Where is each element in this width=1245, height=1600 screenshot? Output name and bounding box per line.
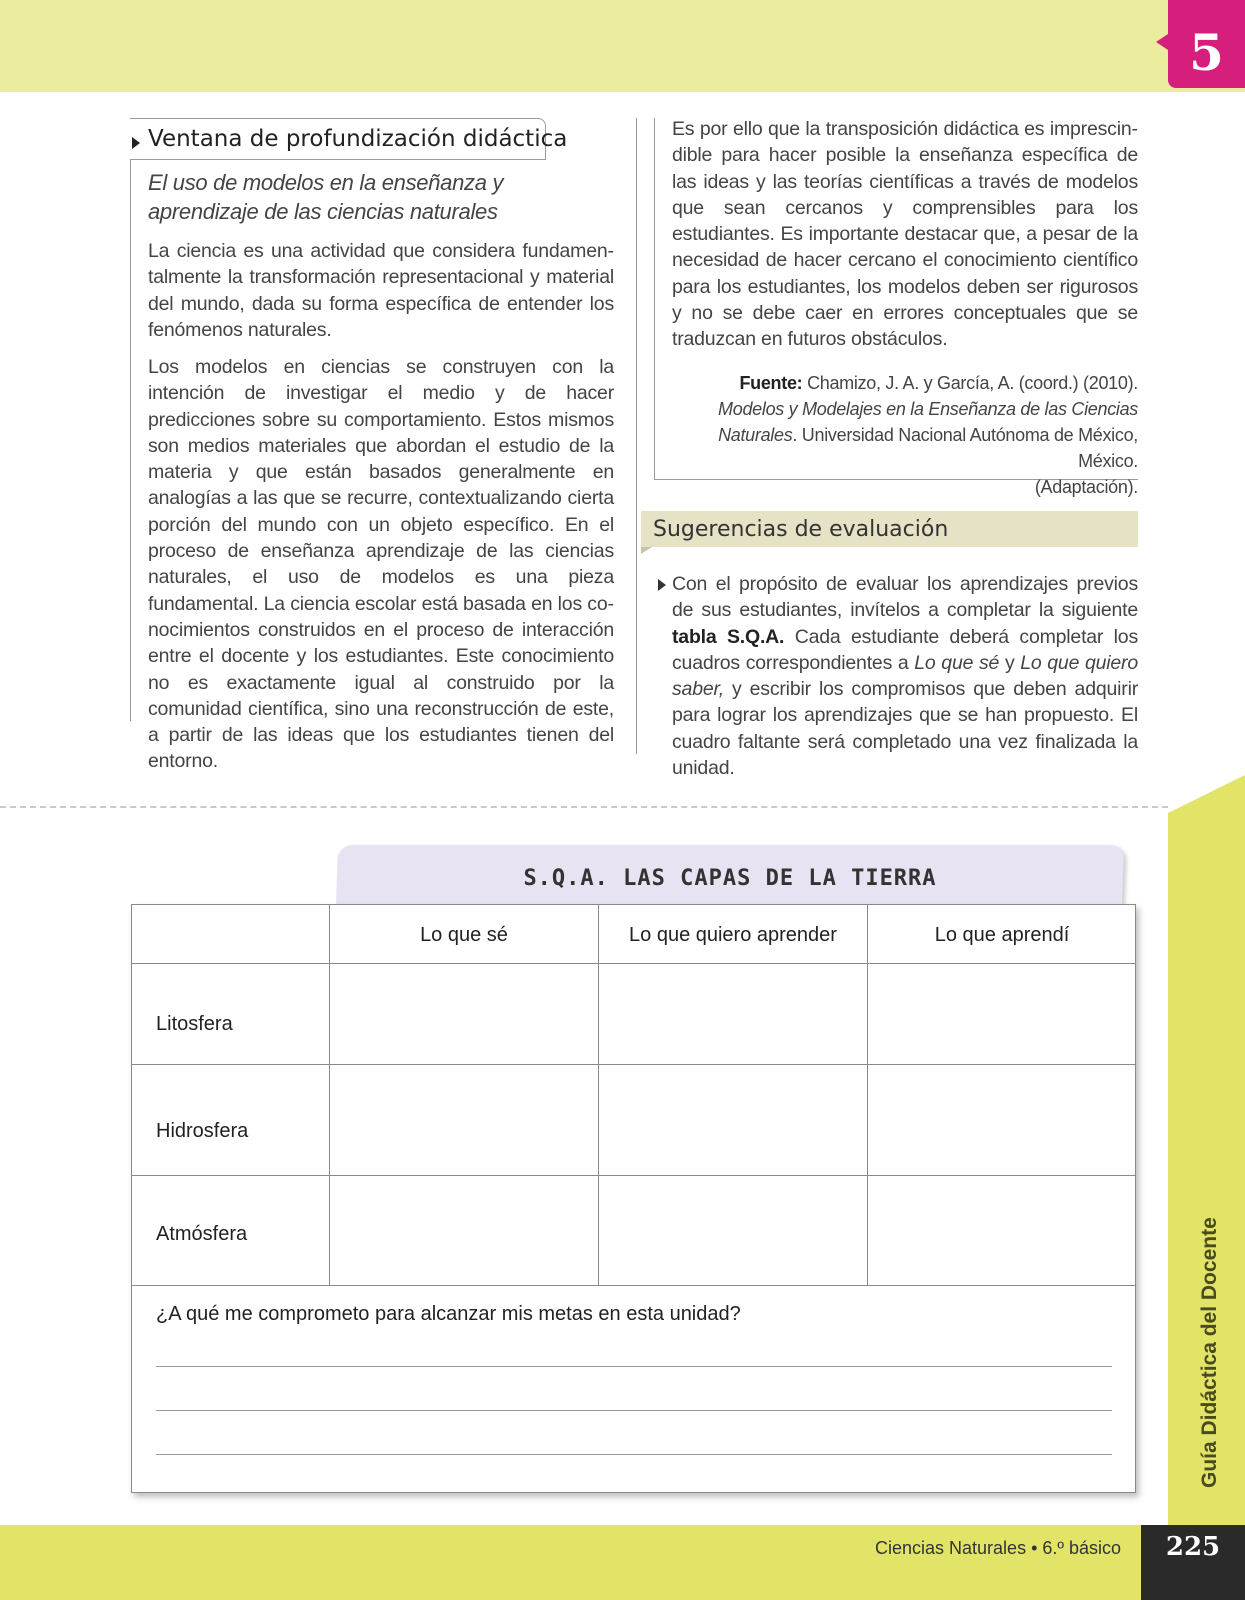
suggestion-text: Con el propósito de evaluar los aprendizajes previos de sus estudiantes, invítelos a completar la siguiente tabla S.Q.A. Cada estudiante deberá completar los cuadros correspondientes a Lo que sé y Lo que quiero saber, y escribir los compromisos que deben adquirir para lograr los aprendizajes que se han propuesto. El cuadro faltante será completado una vez finalizada la unidad. bbox=[672, 573, 1138, 780]
table-divider bbox=[132, 1285, 1135, 1286]
triangle-bullet-icon bbox=[658, 579, 666, 591]
table-title: S.Q.A. LAS CAPAS DE LA TIERRA bbox=[523, 866, 937, 891]
box-title: Ventana de profundización didáctica bbox=[148, 126, 568, 152]
writing-line bbox=[156, 1454, 1112, 1455]
table-divider bbox=[132, 1064, 1135, 1065]
suggestions-header-notch bbox=[641, 547, 652, 554]
source-label: Fuente: bbox=[739, 373, 803, 393]
source-frame-rule bbox=[654, 118, 655, 480]
writing-line bbox=[156, 1366, 1112, 1367]
table-divider bbox=[132, 1175, 1135, 1176]
paragraph: La ciencia es una actividad que considera fundamentalmente la transformación representacional y material del mundo, dada su forma específica de entender los fenómenos naturales. bbox=[148, 240, 614, 341]
unit-number-tab: 5 bbox=[1168, 0, 1245, 88]
suggestions-title: Sugerencias de evaluación bbox=[653, 517, 949, 542]
row-label: Hidrosfera bbox=[156, 1120, 249, 1142]
source-note: (Adaptación). bbox=[1034, 477, 1138, 497]
page-number: 225 bbox=[1141, 1525, 1245, 1600]
source-publisher: . Universidad Nacional Autónoma de México, México. bbox=[792, 425, 1138, 471]
dashed-separator bbox=[0, 806, 1168, 808]
paragraph: Es por ello que la transposición didáctica es imprescindible para hacer posible la enseñanza específica de las ideas y las teorías científicas a través de modelos que sean cercanos y comprensibles para los estudiantes. Es importante destacar que, a pesar de la necesidad de hacer cercano el conocimiento científico para los estudiantes, los modelos deben ser rigurosos y no se debe caer en errores conceptuales que se traduzcan en futuros obstáculos. bbox=[672, 118, 1138, 351]
row-label: Atmósfera bbox=[156, 1223, 248, 1245]
footer-subject: Ciencias Naturales • 6.º básico bbox=[875, 1538, 1121, 1558]
source-authors: Chamizo, J. A. y García, A. (coord.) (2010). bbox=[807, 373, 1138, 393]
top-band bbox=[0, 0, 1245, 92]
triangle-bullet-icon bbox=[132, 137, 140, 149]
table-divider bbox=[132, 963, 1135, 964]
paragraph: Los modelos en ciencias se construyen con la intención de investigar el medio y de hacer predicciones sobre su comportamiento. Estos mismos son medios materiales que abordan el estudio de la materia y que están basados generalmente en analogías a las que se recurre, contextualizando cierta porción del mundo con un objeto específico. En el proceso de enseñanza aprendizaje de las ciencias naturales, el uso de modelos es una pieza fundamental. La ciencia escolar está basada en los conocimientos construidos en el proceso de interacción entre el docente y los estudiantes. Este conocimiento no es exactamente igual al construido por la comunidad científica, sino una reconstrucción de este, a partir de las ideas que los estudiantes tienen del entorno. bbox=[148, 356, 614, 773]
writing-line bbox=[156, 1410, 1112, 1411]
right-column-rule bbox=[636, 118, 637, 754]
column-header: Lo que quiero aprender bbox=[629, 924, 837, 946]
section-subtitle: El uso de modelos en la enseñanza y aprendizaje de las ciencias naturales bbox=[148, 170, 504, 224]
footer-band bbox=[0, 1525, 1245, 1600]
commitment-question: ¿A qué me comprometo para alcanzar mis metas en esta unidad? bbox=[156, 1303, 741, 1325]
sqa-table bbox=[131, 904, 1136, 1493]
row-label: Litosfera bbox=[156, 1013, 233, 1035]
column-header: Lo que aprendí bbox=[934, 924, 1070, 946]
side-label: Guía Didáctica del Docente bbox=[1198, 1217, 1221, 1488]
source-title: Modelos y Modelajes en la Enseñanza de las Ciencias Naturales bbox=[718, 399, 1138, 445]
source-citation bbox=[672, 370, 1138, 500]
left-column-rule bbox=[130, 118, 131, 721]
column-header: Lo que sé bbox=[420, 924, 508, 946]
